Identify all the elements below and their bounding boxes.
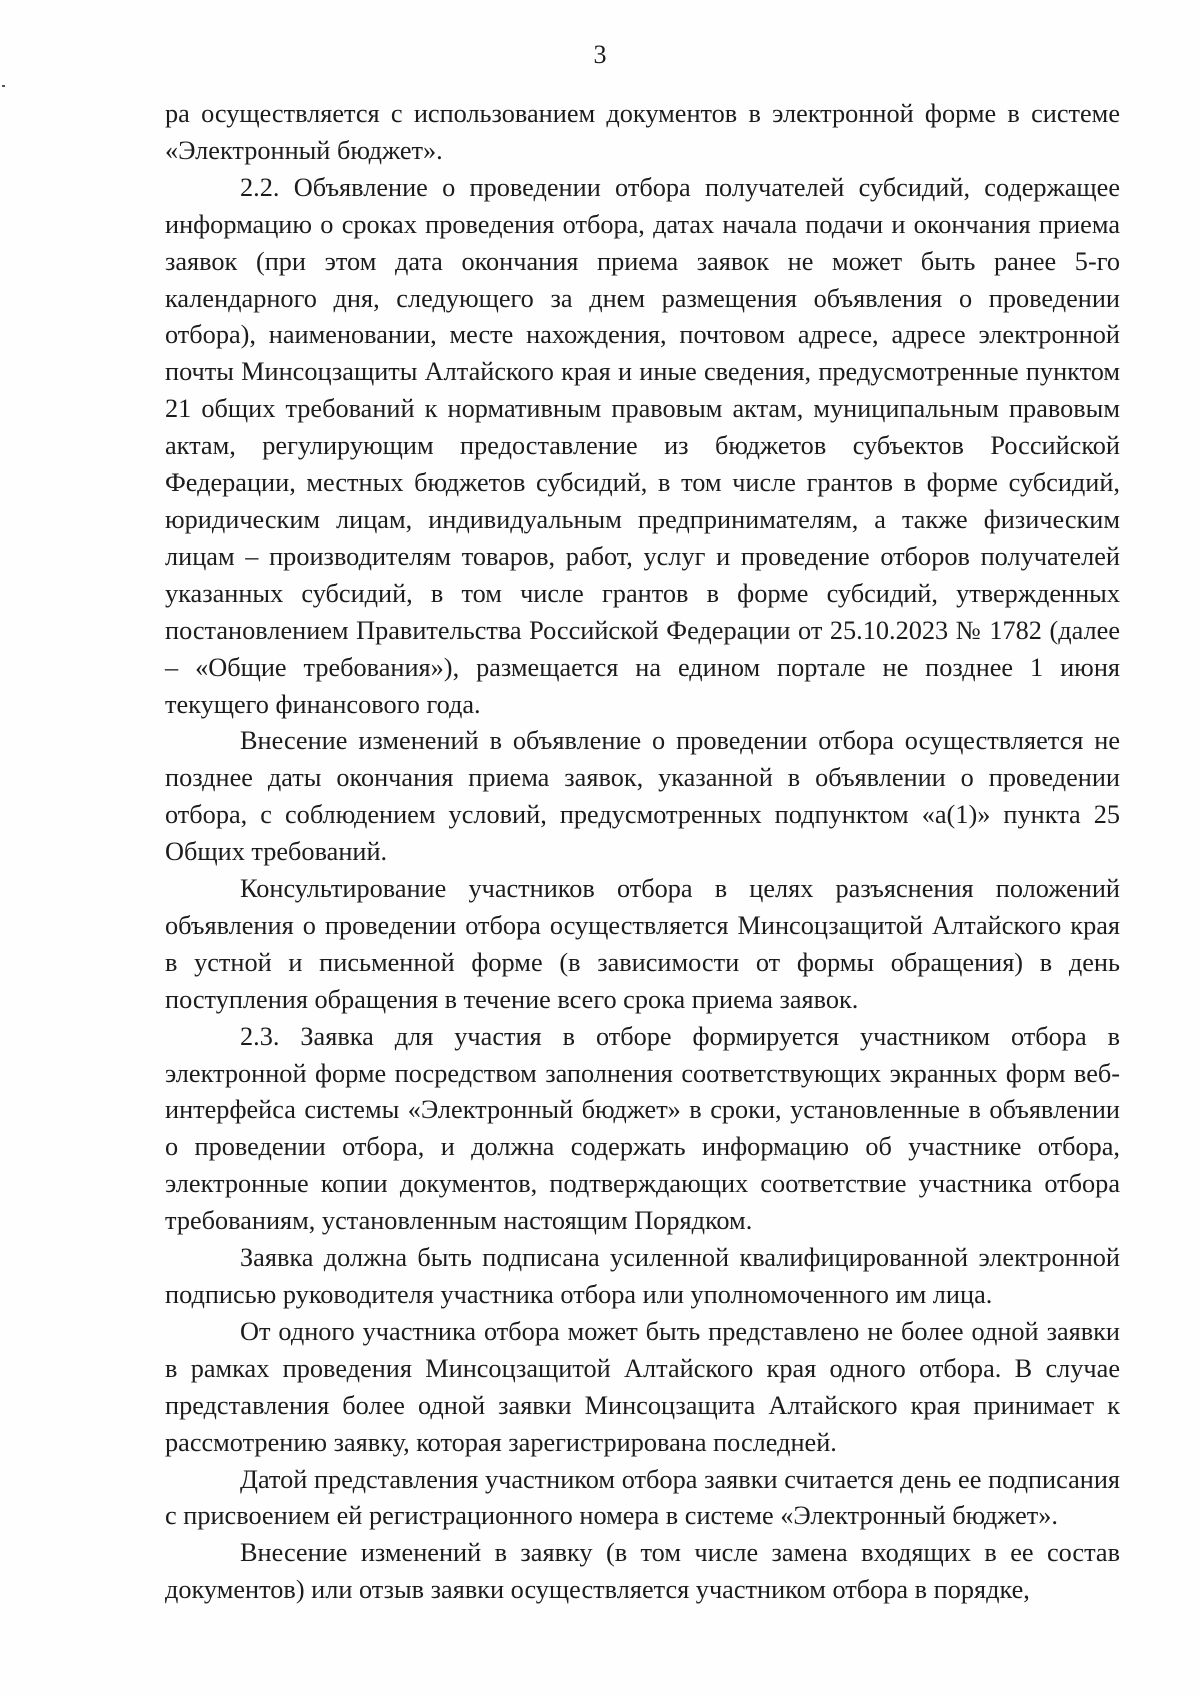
document-body xyxy=(165,96,1120,1609)
paragraph: Внесение изменений в объявление о проведении отбора осуществляется не позднее даты окончания приема заявок, указанной в объявлении о проведении отбора, с соблюдением условий, предусмотренных подпунктом «а(1)» пункта 25 Общих требований. xyxy=(165,726,1120,867)
paragraph: Внесение изменений в заявку (в том числе замена входящих в ее состав документов) или отзыв заявки осуществляется участником отбора в порядке, xyxy=(165,1538,1120,1605)
paragraph-2-2: 2.2. Объявление о проведении отбора получателей субсидий, содержащее информацию о сроках проведения отбора, датах начала подачи и окончания приема заявок (при этом дата окончания приема заявок не может быть ранее 5-го календарного дня, следующего за днем размещения объявления о проведении отбора), наименовании, месте нахождения, почтовом адресе, адресе электронной почты Минсоцзащиты Алтайского края и иные сведения, предусмотренные пунктом 21 общих требований к нормативным правовым актам, муниципальным правовым актам, регулирующим предоставление из бюджетов субъектов Российской Федерации, местных бюджетов субсидий, в том числе грантов в форме субсидий, юридическим лицам, индивидуальным предпринимателям, а также физическим лицам – производителям товаров, работ, услуг и проведение отборов получателей указанных субсидий, в том числе грантов в форме субсидий, утвержденных постановлением Правительства Российской Федерации от 25.10.2023 № 1782 (далее – «Общие требования»), размещается на едином портале не позднее 1 июня текущего финансового года. xyxy=(165,172,1120,719)
paragraph: От одного участника отбора может быть представлено не более одной заявки в рамках проведения Минсоцзащитой Алтайского края одного отбора. В случае представления более одной заявки Минсоцзащита Алтайского края принимает к рассмотрению заявку, которая зарегистрирована последней. xyxy=(165,1316,1120,1457)
paragraph: Датой представления участником отбора заявки считается день ее подписания с присвоением ей регистрационного номера в системе «Электронный бюджет». xyxy=(165,1464,1120,1531)
paragraph: Консультирование участников отбора в целях разъяснения положений объявления о проведении отбора осуществляется Минсоцзащитой Алтайского края в устной и письменной форме (в зависимости от формы обращения) в день поступления обращения в течение всего срока приема заявок. xyxy=(165,874,1120,1014)
paragraph: ра осуществляется с использованием документов в электронной форме в системе «Электронный бюджет». xyxy=(165,99,1120,165)
scan-artifact xyxy=(2,85,5,87)
paragraph-2-3: 2.3. Заявка для участия в отборе формируется участником отбора в электронной форме посредством заполнения соответствующих экранных форм веб-интерфейса системы «Электронный бюджет» в сроки, установленные в объявлении о проведении отбора, и должна содержать информацию об участнике отбора, электронные копии документов, подтверждающих соответствие участника отбора требованиям, установленным настоящим Порядком. xyxy=(165,1021,1120,1236)
page-number: 3 xyxy=(593,40,607,69)
paragraph: Заявка должна быть подписана усиленной квалифицированной электронной подписью руководителя участника отбора или уполномоченного им лица. xyxy=(165,1243,1120,1309)
